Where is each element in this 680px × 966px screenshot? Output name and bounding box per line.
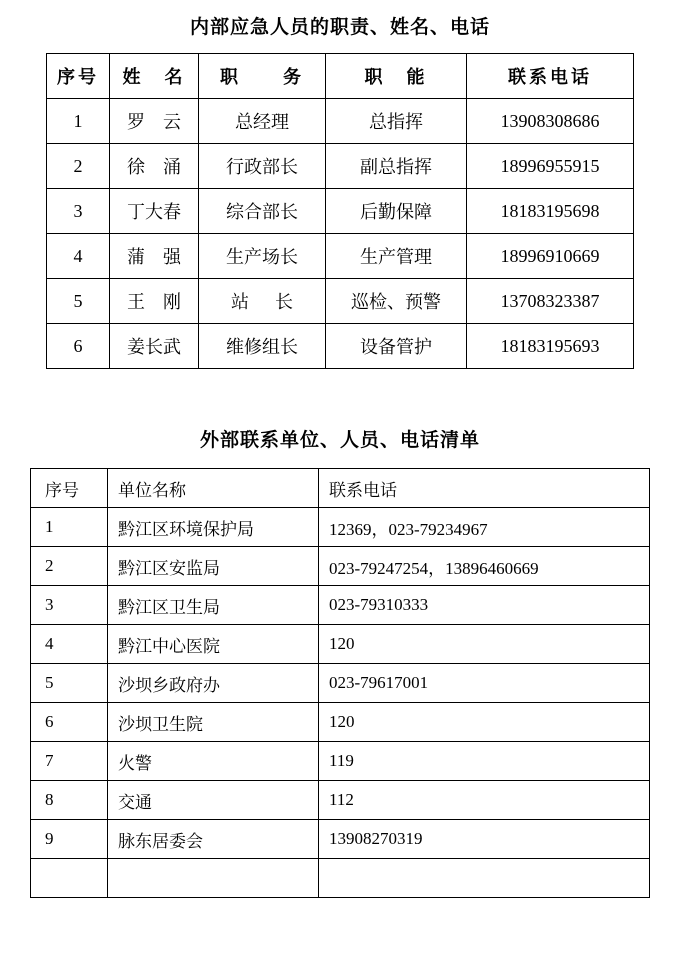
cell-phone: 13708323387 <box>467 279 634 324</box>
table-row <box>31 703 650 742</box>
cell-index: 7 <box>31 742 108 781</box>
document-page <box>0 12 680 966</box>
header-cell-function: 职 能 <box>326 54 467 99</box>
table-row-empty <box>31 859 650 898</box>
cell-unit <box>108 859 319 898</box>
cell-phone <box>319 859 650 898</box>
cell-unit: 脉东居委会 <box>108 820 319 859</box>
cell-index: 3 <box>31 586 108 625</box>
cell-post: 行政部长 <box>199 144 326 189</box>
cell-unit: 黔江中心医院 <box>108 625 319 664</box>
cell-phone: 120 <box>319 703 650 742</box>
table-header-external <box>31 469 650 508</box>
cell-index: 4 <box>31 625 108 664</box>
table-row <box>31 508 650 547</box>
cell-name: 丁大春 <box>110 189 199 234</box>
cell-index: 5 <box>47 279 110 324</box>
table-row <box>47 234 634 279</box>
table-row <box>47 144 634 189</box>
cell-index: 2 <box>31 547 108 586</box>
cell-unit: 黔江区环境保护局 <box>108 508 319 547</box>
page-title-external: 外部联系单位、人员、电话清单 <box>199 430 480 451</box>
cell-index: 6 <box>47 324 110 369</box>
cell-unit: 火警 <box>108 742 319 781</box>
cell-index: 1 <box>47 99 110 144</box>
cell-unit: 交通 <box>108 781 319 820</box>
table-row <box>31 547 650 586</box>
cell-name: 徐 涌 <box>110 144 199 189</box>
cell-phone: 12369，023-79234967 <box>319 508 650 547</box>
table-header-row <box>47 54 634 99</box>
table-row <box>31 586 650 625</box>
cell-index: 5 <box>31 664 108 703</box>
table-row <box>31 781 650 820</box>
cell-phone: 18996955915 <box>467 144 634 189</box>
section-spacer <box>0 369 680 425</box>
table-body-internal <box>47 99 634 369</box>
cell-function: 巡检、预警 <box>326 279 467 324</box>
cell-name: 姜长武 <box>110 324 199 369</box>
cell-name: 王 刚 <box>110 279 199 324</box>
table-row <box>31 664 650 703</box>
cell-function: 设备管护 <box>326 324 467 369</box>
cell-index <box>31 859 108 898</box>
cell-phone: 023-79310333 <box>319 586 650 625</box>
table-row <box>47 279 634 324</box>
cell-unit: 黔江区卫生局 <box>108 586 319 625</box>
header-cell-name: 姓 名 <box>110 54 199 99</box>
cell-phone: 120 <box>319 625 650 664</box>
table-header-row <box>31 469 650 508</box>
cell-name: 罗 云 <box>110 99 199 144</box>
table-row <box>31 742 650 781</box>
header-cell-phone: 联系电话 <box>467 54 634 99</box>
table-header-internal <box>47 54 634 99</box>
cell-phone: 13908270319 <box>319 820 650 859</box>
cell-phone: 119 <box>319 742 650 781</box>
internal-emergency-staff-table <box>46 53 634 369</box>
header-cell-index: 序号 <box>47 54 110 99</box>
cell-index: 3 <box>47 189 110 234</box>
page-title-internal: 内部应急人员的职责、姓名、电话 <box>189 17 490 38</box>
table-row <box>31 625 650 664</box>
cell-phone: 023-79247254，13896460669 <box>319 547 650 586</box>
header-cell-unit: 单位名称 <box>108 469 319 508</box>
header-cell-post: 职 务 <box>199 54 326 99</box>
cell-function: 副总指挥 <box>326 144 467 189</box>
cell-phone: 112 <box>319 781 650 820</box>
cell-index: 8 <box>31 781 108 820</box>
cell-phone: 18996910669 <box>467 234 634 279</box>
cell-phone: 13908308686 <box>467 99 634 144</box>
cell-unit: 沙坝乡政府办 <box>108 664 319 703</box>
cell-unit: 黔江区安监局 <box>108 547 319 586</box>
cell-post: 站 长 <box>199 279 326 324</box>
cell-index: 2 <box>47 144 110 189</box>
cell-phone: 023-79617001 <box>319 664 650 703</box>
header-cell-index: 序号 <box>31 469 108 508</box>
table-row <box>31 820 650 859</box>
cell-index: 1 <box>31 508 108 547</box>
cell-name: 蒲 强 <box>110 234 199 279</box>
external-contacts-table <box>30 468 650 898</box>
cell-post: 总经理 <box>199 99 326 144</box>
header-cell-phone: 联系电话 <box>319 469 650 508</box>
cell-index: 4 <box>47 234 110 279</box>
cell-phone: 18183195693 <box>467 324 634 369</box>
cell-function: 生产管理 <box>326 234 467 279</box>
cell-index: 6 <box>31 703 108 742</box>
cell-post: 综合部长 <box>199 189 326 234</box>
cell-post: 维修组长 <box>199 324 326 369</box>
table-row <box>47 189 634 234</box>
table-body-external <box>31 508 650 898</box>
cell-function: 总指挥 <box>326 99 467 144</box>
cell-phone: 18183195698 <box>467 189 634 234</box>
table-row <box>47 324 634 369</box>
cell-function: 后勤保障 <box>326 189 467 234</box>
cell-index: 9 <box>31 820 108 859</box>
cell-unit: 沙坝卫生院 <box>108 703 319 742</box>
table-row <box>47 99 634 144</box>
cell-post: 生产场长 <box>199 234 326 279</box>
